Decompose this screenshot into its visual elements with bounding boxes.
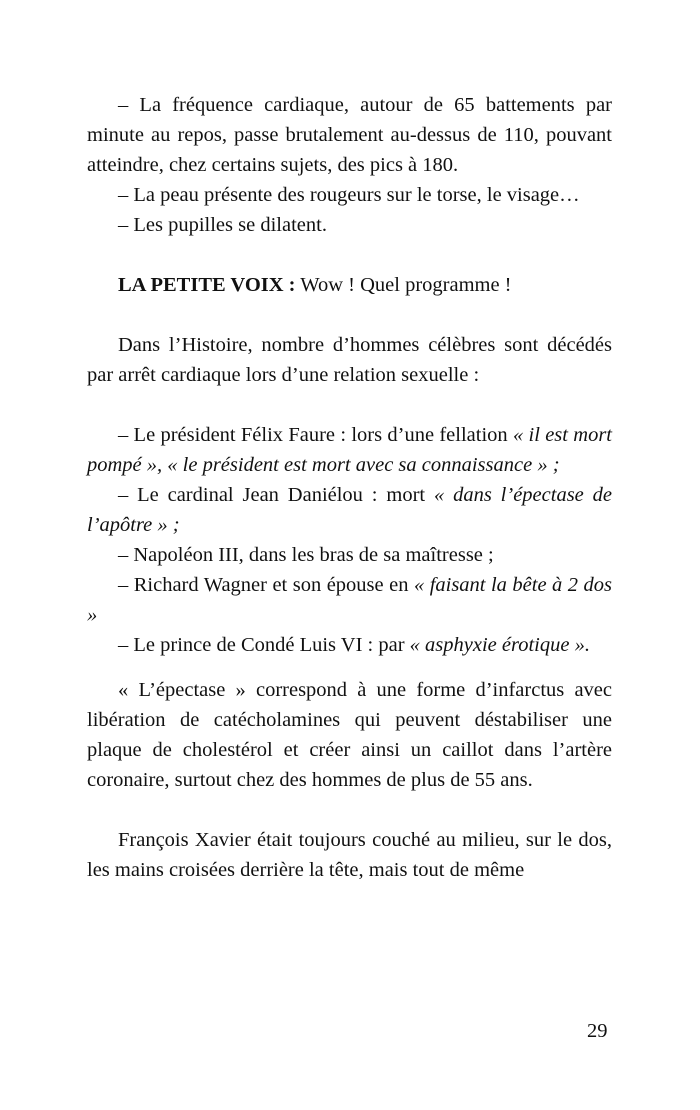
- section-gap: [87, 660, 612, 675]
- list-item-conde: [87, 630, 612, 660]
- epectase-paragraph: « L’épectase » correspond à une forme d’infarctus avec libération de catécholamines qui peuvent déstabiliser une plaque de cholestérol et créer ainsi un caillot dans l’artère coronaire, surtout chez des hommes de plus de 55 ans.: [87, 679, 612, 791]
- list-item-danielou: [87, 480, 612, 540]
- faure-quote: « il est mort pompé », « le président est mort avec sa connaissance » ;: [87, 424, 612, 476]
- physio-skin: – La peau présente des rougeurs sur le torse, le visage…: [118, 184, 580, 206]
- narrative-paragraph: François Xavier était toujours couché au milieu, sur le dos, les mains croisées derrière la tête, mais tout de même: [87, 829, 612, 881]
- danielou-quote: « dans l’épectase de l’apôtre » ;: [87, 484, 612, 536]
- physio-pupils: – Les pupilles se dilatent.: [118, 214, 327, 236]
- conde-quote: « asphyxie érotique ».: [409, 634, 590, 656]
- history-intro: Dans l’Histoire, nombre d’hommes célèbres sont décédés par arrêt cardiaque lors d’une relation sexuelle :: [87, 334, 612, 386]
- section-gap: [87, 240, 612, 270]
- speaker-text: Wow ! Quel programme !: [295, 274, 512, 296]
- wagner-text: – Richard Wagner et son épouse en: [118, 574, 414, 596]
- page-body: [87, 90, 612, 885]
- page-number: 29: [587, 1020, 608, 1042]
- section-gap: [87, 795, 612, 825]
- conde-text: – Le prince de Condé Luis VI : par: [118, 634, 410, 656]
- list-item-wagner: [87, 570, 612, 630]
- section-gap: [87, 300, 612, 330]
- speaker-label: LA PETITE VOIX :: [118, 274, 296, 296]
- wagner-quote: « faisant la bête à 2 dos »: [87, 574, 612, 626]
- list-item-napoleon: – Napoléon III, dans les bras de sa maîtresse ;: [118, 544, 494, 566]
- danielou-text: – Le cardinal Jean Daniélou : mort: [118, 484, 434, 506]
- list-item-faure: [87, 420, 612, 480]
- faure-text: – Le président Félix Faure : lors d’une fellation: [118, 424, 513, 446]
- section-gap: [87, 390, 612, 420]
- physio-heart-rate: – La fréquence cardiaque, autour de 65 battements par minute au repos, passe brutalement au-dessus de 110, pouvant atteindre, chez certains sujets, des pics à 180.: [87, 94, 612, 176]
- petite-voix-line: [87, 270, 612, 300]
